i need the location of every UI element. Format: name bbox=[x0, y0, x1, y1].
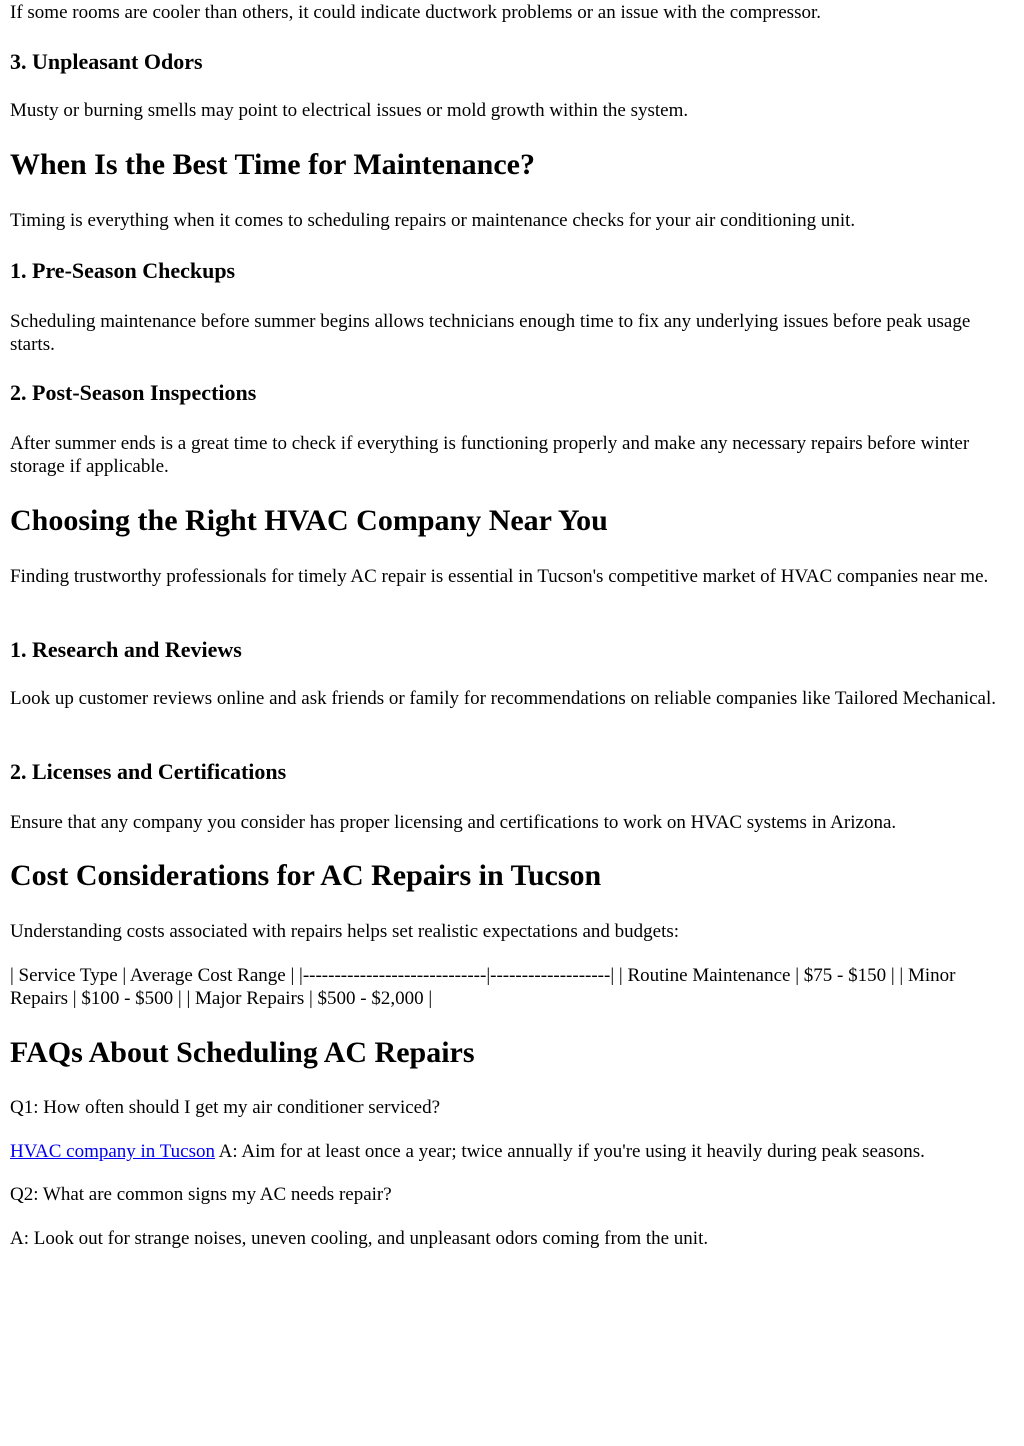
paragraph-cost: Understanding costs associated with repairs helps set realistic expectations and budgets: bbox=[10, 921, 680, 942]
faq-answer-2: A: Look out for strange noises, uneven cooling, and unpleasant odors coming from the unit. bbox=[10, 1228, 709, 1249]
heading-choosing-hvac-company: Choosing the Right HVAC Company Near You bbox=[10, 504, 608, 537]
heading-licenses-certifications: 2. Licenses and Certifications bbox=[10, 759, 287, 784]
faq-question-2: Q2: What are common signs my AC needs repair? bbox=[10, 1184, 392, 1205]
paragraph-research: Look up customer reviews online and ask friends or family for recommendations on reliable companies like Tailored Mechanical. bbox=[10, 688, 997, 709]
heading-faqs: FAQs About Scheduling AC Repairs bbox=[10, 1036, 475, 1069]
heading-pre-season-checkups: 1. Pre-Season Checkups bbox=[10, 258, 236, 283]
paragraph-pre-season: Scheduling maintenance before summer begins allows technicians enough time to fix any underlying issues before peak usage starts. bbox=[10, 311, 971, 355]
faq-answer-1 bbox=[10, 1140, 1014, 1163]
heading-best-time-maintenance: When Is the Best Time for Maintenance? bbox=[10, 148, 535, 181]
faq-answer-1-text: A: Aim for at least once a year; twice annually if you're using it heavily during peak seasons. bbox=[214, 1141, 925, 1162]
paragraph-choosing: Finding trustworthy professionals for timely AC repair is essential in Tucson's competitive market of HVAC companies near me. bbox=[10, 566, 989, 587]
heading-unpleasant-odors: 3. Unpleasant Odors bbox=[10, 49, 203, 74]
heading-post-season-inspections: 2. Post-Season Inspections bbox=[10, 380, 257, 405]
heading-research-reviews: 1. Research and Reviews bbox=[10, 637, 242, 662]
paragraph-licenses: Ensure that any company you consider has proper licensing and certifications to work on HVAC systems in Arizona. bbox=[10, 812, 897, 833]
faq-question-1: Q1: How often should I get my air conditioner serviced? bbox=[10, 1097, 441, 1118]
paragraph-post-season: After summer ends is a great time to check if everything is functioning properly and make any necessary repairs before winter storage if applicable. bbox=[10, 433, 970, 477]
paragraph-cost-table-raw: | Service Type | Average Cost Range | |-----------------------------|-------------------| | Routine Maintenance | $75 - $150 | | Minor Repairs | $100 - $500 | | Major Repairs | $500 - $2,000 | bbox=[10, 965, 956, 1009]
paragraph-odors: Musty or burning smells may point to electrical issues or mold growth within the system. bbox=[10, 100, 689, 121]
paragraph-timing: Timing is everything when it comes to scheduling repairs or maintenance checks for your air conditioning unit. bbox=[10, 210, 856, 231]
heading-cost-considerations: Cost Considerations for AC Repairs in Tucson bbox=[10, 859, 602, 892]
paragraph-cooler-rooms: If some rooms are cooler than others, it could indicate ductwork problems or an issue with the compressor. bbox=[10, 2, 821, 23]
hvac-company-tucson-link[interactable]: HVAC company in Tucson bbox=[10, 1141, 215, 1162]
